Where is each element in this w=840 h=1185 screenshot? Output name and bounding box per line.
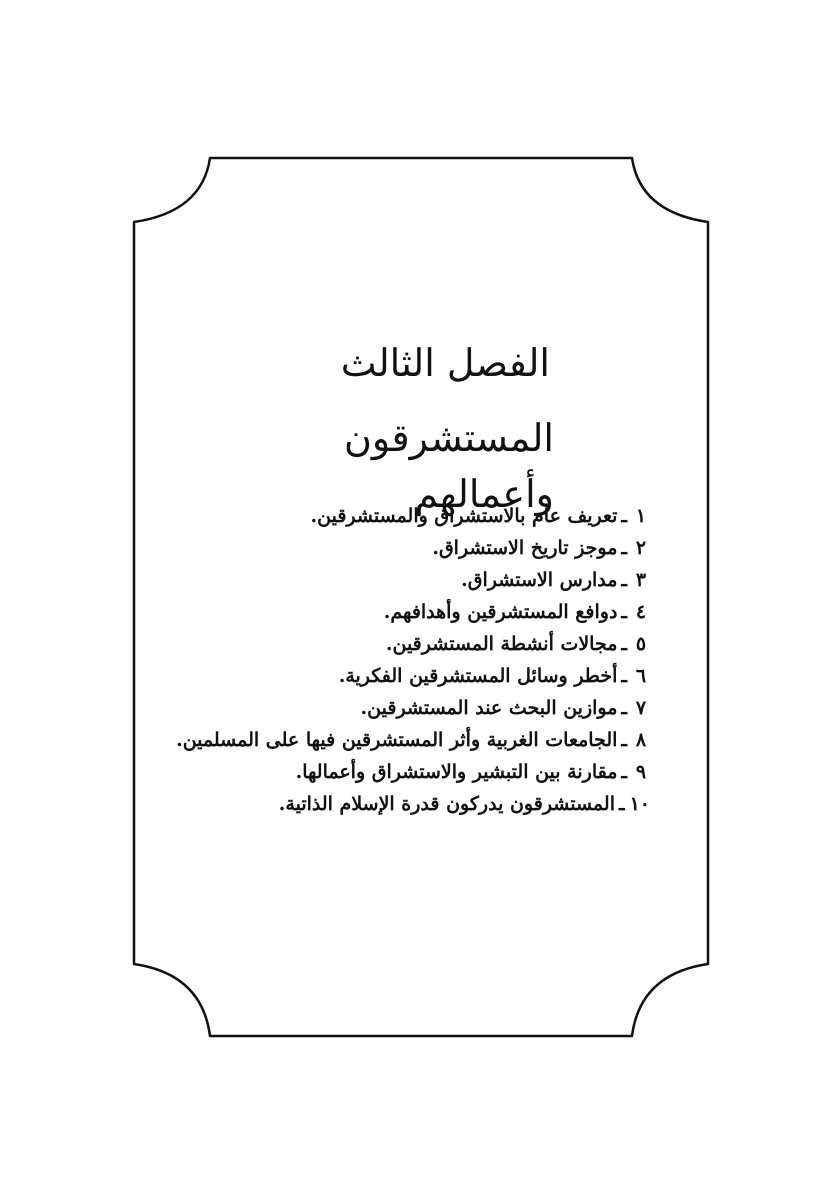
item-text: أخطر وسائل المستشرقين الفكرية. bbox=[338, 665, 618, 687]
item-text: تعريف عام بالاستشراق والمستشرقين. bbox=[310, 505, 618, 527]
item-text: المستشرقون يدركون قدرة الإسلام الذاتية. bbox=[278, 793, 615, 815]
item-number: ١٠ bbox=[629, 793, 650, 815]
list-item bbox=[220, 628, 650, 660]
chapter-title: الفصل الثالث bbox=[340, 341, 550, 385]
item-number: ٨ bbox=[635, 729, 647, 751]
item-text: مجالات أنشطة المستشرقين. bbox=[385, 633, 618, 655]
item-number: ٩ bbox=[635, 761, 647, 783]
item-separator: ـ bbox=[621, 505, 627, 527]
item-separator: ـ bbox=[621, 729, 627, 751]
item-number: ٣ bbox=[635, 569, 647, 591]
item-separator: ـ bbox=[621, 537, 627, 559]
item-text: دوافع المستشرقين وأهدافهم. bbox=[383, 601, 618, 623]
list-item bbox=[176, 724, 650, 756]
item-separator: ـ bbox=[621, 761, 627, 783]
item-separator: ـ bbox=[621, 633, 627, 655]
item-number: ٤ bbox=[635, 601, 647, 623]
list-item bbox=[220, 692, 650, 724]
item-text: موجز تاريخ الاستشراق. bbox=[432, 537, 618, 559]
item-number: ٥ bbox=[635, 633, 647, 655]
list-item bbox=[220, 596, 650, 628]
list-item bbox=[220, 660, 650, 692]
chapter-contents-list bbox=[176, 500, 650, 820]
list-item bbox=[220, 756, 650, 788]
item-text: الجامعات الغربية وأثر المستشرقين فيها على المسلمين. bbox=[176, 729, 618, 751]
list-item bbox=[220, 532, 650, 564]
list-item bbox=[220, 500, 650, 532]
item-separator: ـ bbox=[621, 665, 627, 687]
item-number: ٧ bbox=[635, 697, 647, 719]
item-separator: ـ bbox=[619, 793, 625, 815]
item-number: ٢ bbox=[635, 537, 647, 559]
item-number: ١ bbox=[635, 505, 647, 527]
item-separator: ـ bbox=[621, 601, 627, 623]
item-number: ٦ bbox=[635, 665, 647, 687]
chapter-subtitle: المستشرقون وأعمالهم bbox=[343, 416, 554, 516]
item-text: موازين البحث عند المستشرقين. bbox=[360, 697, 618, 719]
list-item bbox=[220, 788, 650, 820]
item-separator: ـ bbox=[621, 697, 627, 719]
list-item bbox=[220, 564, 650, 596]
item-text: مدارس الاستشراق. bbox=[461, 569, 618, 591]
item-text: مقارنة بين التبشير والاستشراق وأعمالها. bbox=[295, 761, 618, 783]
item-separator: ـ bbox=[621, 569, 627, 591]
